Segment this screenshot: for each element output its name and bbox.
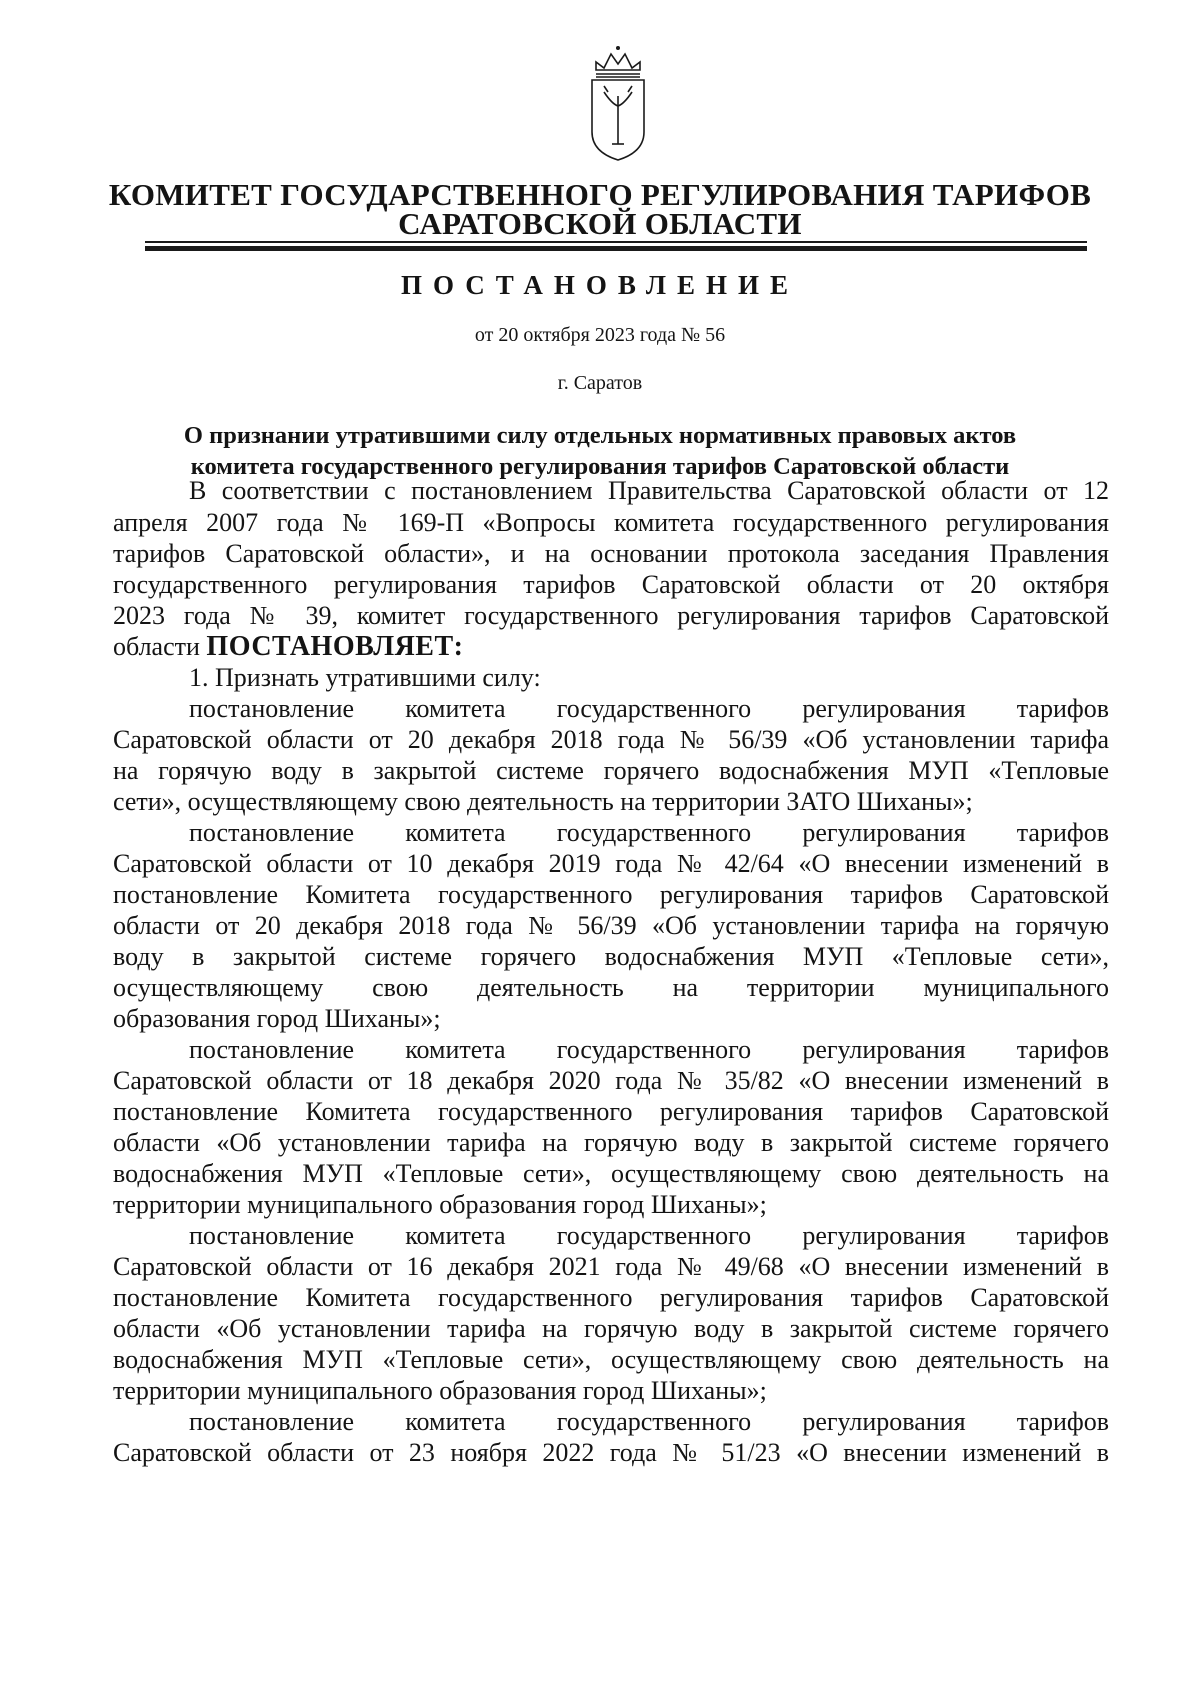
body-line: образования город Шиханы»; [113, 1004, 441, 1033]
body-line: постановление комитета государственного регулирования тарифов [189, 694, 1109, 723]
body-line: воду в закрытой системе горячего водоснабжения МУП «Тепловые сети», [113, 942, 1109, 971]
body-line: области «Об установлении тарифа на горячую воду в закрытой системе горячего [113, 1314, 1109, 1343]
document-type-title: ПОСТАНОВЛЕНИЕ [400, 270, 800, 300]
body-line: Саратовской области от 23 ноября 2022 года № 51/23 «О внесении изменений в [113, 1438, 1109, 1467]
body-line: государственного регулирования тарифов Саратовской области от 20 октября [113, 570, 1109, 599]
body-line: территории муниципального образования город Шиханы»; [113, 1190, 767, 1219]
body-line-text: области [113, 632, 200, 661]
body-line: осуществляющему свою деятельность на территории муниципального [113, 973, 1109, 1002]
body-line: водоснабжения МУП «Тепловые сети», осуществляющему свою деятельность на [113, 1159, 1109, 1188]
body-line: территории муниципального образования город Шиханы»; [113, 1376, 767, 1405]
header-divider-thin [145, 241, 1087, 243]
body-line: тарифов Саратовской области», и на основании протокола заседания Правления [113, 539, 1109, 568]
body-line: 2023 года № 39, комитет государственного регулирования тарифов Саратовской [113, 601, 1109, 630]
body-line: Саратовской области от 20 декабря 2018 года № 56/39 «Об установлении тарифа [113, 725, 1109, 754]
body-line: постановление комитета государственного регулирования тарифов [189, 1407, 1109, 1436]
body-line: апреля 2007 года № 169-П «Вопросы комитета государственного регулирования [113, 508, 1109, 537]
body-line: постановление Комитета государственного регулирования тарифов Саратовской [113, 880, 1109, 909]
body-line: сети», осуществляющему свою деятельность на территории ЗАТО Шиханы»; [113, 787, 973, 816]
body-line: области «Об установлении тарифа на горячую воду в закрытой системе горячего [113, 1128, 1109, 1157]
organization-name-line-2: САРАТОВСКОЙ ОБЛАСТИ [398, 206, 802, 241]
body-line: Саратовской области от 10 декабря 2019 года № 42/64 «О внесении изменений в [113, 849, 1109, 878]
body-line: постановление комитета государственного регулирования тарифов [189, 1221, 1109, 1250]
body-line: В соответствии с постановлением Правительства Саратовской области от 12 [189, 476, 1109, 505]
body-line: постановление комитета государственного регулирования тарифов [189, 818, 1109, 847]
body-line: постановление Комитета государственного регулирования тарифов Саратовской [113, 1283, 1109, 1312]
header-divider-thick [145, 246, 1087, 251]
body-line: постановление Комитета государственного регулирования тарифов Саратовской [113, 1097, 1109, 1126]
body-line: водоснабжения МУП «Тепловые сети», осуществляющему свою деятельность на [113, 1345, 1109, 1374]
body-line: постановление комитета государственного регулирования тарифов [189, 1035, 1109, 1064]
body-line: области от 20 декабря 2018 года № 56/39 «Об установлении тарифа на горячую [113, 911, 1109, 940]
coat-of-arms-emblem [582, 40, 654, 165]
body-line-with-resolution [113, 631, 463, 663]
document-city: г. Саратов [557, 372, 643, 394]
document-subject-line-2: комитета государственного регулирования тарифов Саратовской области [190, 453, 1010, 480]
clause-heading: 1. Признать утратившими силу: [189, 663, 541, 692]
body-line: Саратовской области от 16 декабря 2021 года № 49/68 «О внесении изменений в [113, 1252, 1109, 1281]
body-line: Саратовской области от 18 декабря 2020 года № 35/82 «О внесении изменений в [113, 1066, 1109, 1095]
resolution-keyword: ПОСТАНОВЛЯЕТ: [206, 631, 464, 662]
document-date-number: от 20 октября 2023 года № 56 [474, 324, 726, 346]
organization-name-line-1: КОМИТЕТ ГОСУДАРСТВЕННОГО РЕГУЛИРОВАНИЯ ТАРИФОВ [108, 177, 1092, 212]
body-line: на горячую воду в закрытой системе горячего водоснабжения МУП «Тепловые [113, 756, 1109, 785]
document-subject-line-1: О признании утратившими силу отдельных нормативных правовых актов [183, 422, 1017, 449]
